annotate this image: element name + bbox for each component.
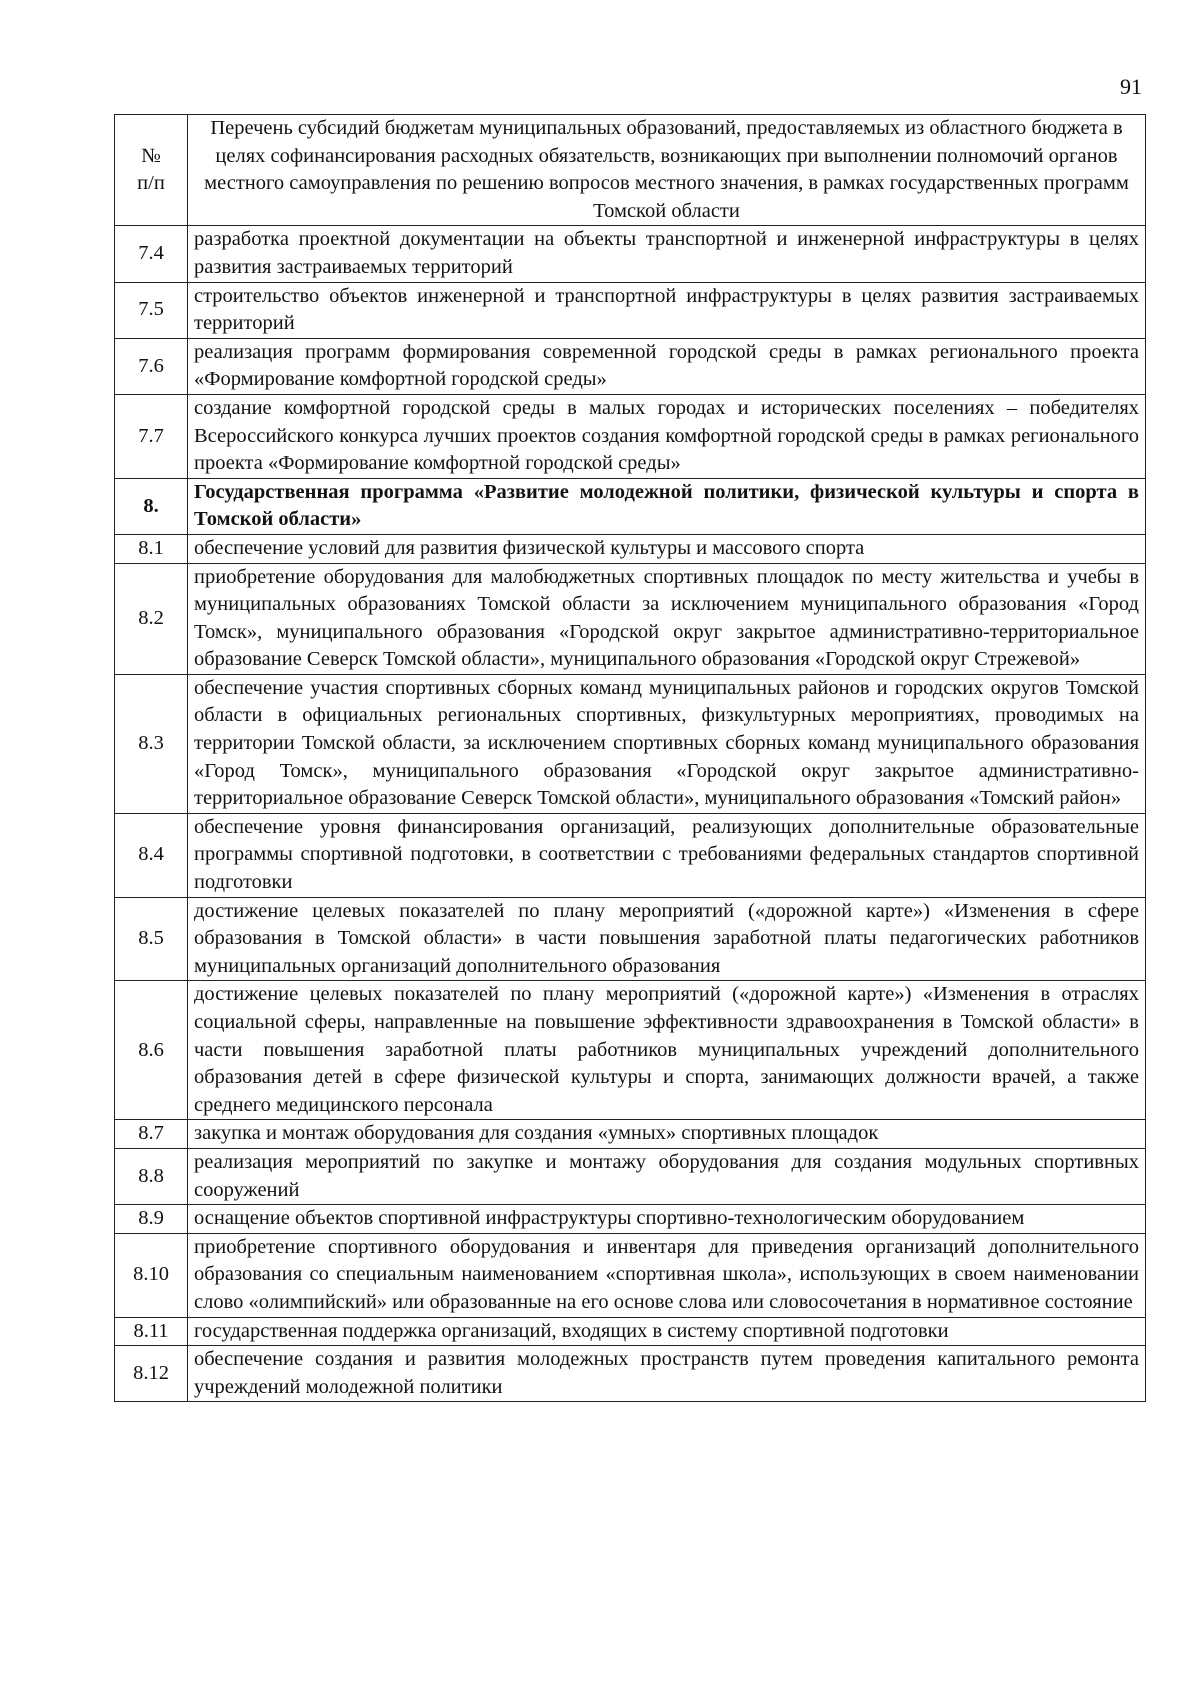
row-number-cell xyxy=(115,563,188,674)
row-number-cell xyxy=(115,1148,188,1204)
row-description: обеспечение уровня финансирования организаций, реализующих дополнительные образовательные программы спортивной подготовки, в соответствии с требованиями федеральных стандартов спортивной подготовки xyxy=(194,815,1139,894)
row-number: 7.6 xyxy=(138,354,164,377)
row-number: 8.12 xyxy=(133,1361,169,1384)
row-description-cell xyxy=(188,282,1146,338)
row-description: создание комфортной городской среды в малых городах и исторических поселениях – победителях Всероссийского конкурса лучших проектов создания комфортной городской среды в рамках регионального проекта «Формирование комфортной городской среды» xyxy=(194,396,1139,475)
row-description-cell xyxy=(188,674,1146,813)
row-description: оснащение объектов спортивной инфраструктуры спортивно-технологическим оборудованием xyxy=(194,1207,1025,1230)
table-row xyxy=(115,1148,1146,1204)
table-row xyxy=(115,1317,1146,1346)
row-description-cell xyxy=(188,563,1146,674)
row-number-cell xyxy=(115,1346,188,1402)
subsidies-table xyxy=(114,114,1146,1402)
row-number-cell xyxy=(115,674,188,813)
header-title-cell xyxy=(188,115,1146,226)
header-num-cell xyxy=(115,115,188,226)
page-number: 91 xyxy=(1120,74,1142,99)
row-description-cell xyxy=(188,1120,1146,1149)
row-description: реализация мероприятий по закупке и монтажу оборудования для создания модульных спортивных сооружений xyxy=(194,1150,1139,1201)
row-number: 8.1 xyxy=(138,536,164,559)
table-row xyxy=(115,338,1146,394)
table-body xyxy=(115,115,1146,1402)
row-number: 8.8 xyxy=(138,1164,164,1187)
row-description-cell xyxy=(188,1317,1146,1346)
row-number: 7.4 xyxy=(138,242,164,265)
row-number-cell xyxy=(115,478,188,534)
table-row xyxy=(115,813,1146,897)
table-row xyxy=(115,282,1146,338)
row-description-cell xyxy=(188,1148,1146,1204)
row-number: 8.7 xyxy=(138,1122,164,1145)
table-row xyxy=(115,1120,1146,1149)
row-number-cell xyxy=(115,981,188,1120)
row-description: обеспечение участия спортивных сборных команд муниципальных районов и городских округов Томской области в официальных региональных спортивных, физкультурных мероприятиях, проводимых на территории Томской области, за исключением спортивных сборных команд муниципального образования «Город Томск», муниципального образования «Городской округ закрытое административно-территориальное образование Северск Томской области», муниципального образования «Томский район» xyxy=(194,676,1139,810)
row-number-cell xyxy=(115,1233,188,1317)
row-number: 7.5 xyxy=(138,298,164,321)
row-description: разработка проектной документации на объекты транспортной и инженерной инфраструктуры в целях развития застраиваемых территорий xyxy=(194,228,1139,278)
row-description-cell xyxy=(188,226,1146,282)
row-number-cell xyxy=(115,1120,188,1149)
row-number: 8.6 xyxy=(138,1038,164,1061)
row-number-cell xyxy=(115,226,188,282)
row-description: строительство объектов инженерной и транспортной инфраструктуры в целях развития застраиваемых территорий xyxy=(194,284,1139,335)
row-number: 8.9 xyxy=(138,1207,164,1230)
row-number-cell xyxy=(115,394,188,478)
row-description-cell xyxy=(188,1233,1146,1317)
row-description-cell xyxy=(188,981,1146,1120)
row-number: 8. xyxy=(143,494,159,517)
row-number-cell xyxy=(115,338,188,394)
row-description: достижение целевых показателей по плану мероприятий («дорожной карте») «Изменения в отраслях социальной сферы, направленные на повышение эффективности здравоохранения в Томской области» в части повышения заработной платы работников муниципальных учреждений дополнительного образования детей в сфере физической культуры и спорта, занимающих должности врачей, а также среднего медицинского персонала xyxy=(194,983,1139,1116)
row-description-cell xyxy=(188,897,1146,981)
row-description-cell xyxy=(188,534,1146,563)
row-number-cell xyxy=(115,534,188,563)
row-number: 8.4 xyxy=(138,843,164,866)
row-description-cell xyxy=(188,1205,1146,1234)
row-number: 8.10 xyxy=(133,1263,169,1286)
row-number-cell xyxy=(115,897,188,981)
header-num-label: № п/п xyxy=(137,144,165,195)
table-row xyxy=(115,394,1146,478)
row-number-cell xyxy=(115,813,188,897)
row-number: 7.7 xyxy=(138,424,164,447)
header-title-label: Перечень субсидий бюджетам муниципальных образований, предоставляемых из областного бюджета в целях софинансирования расходных обязательств, возникающих при выполнении полномочий органов местного самоуправления по решению вопросов местного значения, в рамках государственных программ Томской области xyxy=(204,117,1129,222)
table-row xyxy=(115,981,1146,1120)
row-description: государственная поддержка организаций, входящих в систему спортивной подготовки xyxy=(194,1319,949,1342)
row-description: обеспечение условий для развития физической культуры и массового спорта xyxy=(194,536,865,559)
table-row xyxy=(115,1346,1146,1402)
row-description-cell xyxy=(188,813,1146,897)
row-description-cell xyxy=(188,338,1146,394)
row-description: достижение целевых показателей по плану мероприятий («дорожной карте») «Изменения в сфере образования в Томской области» в части повышения заработной платы педагогических работников муниципальных организаций дополнительного образования xyxy=(194,899,1139,977)
row-description: обеспечение создания и развития молодежных пространств путем проведения капитального ремонта учреждений молодежной политики xyxy=(194,1348,1139,1398)
row-description: закупка и монтаж оборудования для создания «умных» спортивных площадок xyxy=(194,1122,879,1145)
row-number: 8.3 xyxy=(138,732,164,755)
row-description: реализация программ формирования современной городской среды в рамках регионального проекта «Формирование комфортной городской среды» xyxy=(194,340,1139,391)
row-number: 8.2 xyxy=(138,606,164,629)
table-row xyxy=(115,534,1146,563)
row-number-cell xyxy=(115,1205,188,1234)
table-section-row xyxy=(115,478,1146,534)
row-description: приобретение оборудования для малобюджетных спортивных площадок по месту жительства и учебы в муниципальных образованиях Томской области за исключением муниципального образования «Город Томск», муниципального образования «Городской округ закрытое административно-территориальное образование Северск Томской области», муниципального образования «Городской округ Стрежевой» xyxy=(194,565,1139,671)
table-row xyxy=(115,897,1146,981)
row-number: 8.5 xyxy=(138,927,164,950)
table-row xyxy=(115,1233,1146,1317)
row-description: Государственная программа «Развитие молодежной политики, физической культуры и спорта в Томской области» xyxy=(194,480,1139,531)
row-description: приобретение спортивного оборудования и инвентаря для приведения организаций дополнительного образования со специальным наименованием «спортивная школа», использующих в своем наименовании слово «олимпийский» или образованные на его основе слова или словосочетания в нормативное состояние xyxy=(194,1235,1139,1313)
row-number-cell xyxy=(115,282,188,338)
table-row xyxy=(115,674,1146,813)
table-row xyxy=(115,1205,1146,1234)
row-description-cell xyxy=(188,478,1146,534)
table-row xyxy=(115,563,1146,674)
row-description-cell xyxy=(188,1346,1146,1402)
table-row xyxy=(115,226,1146,282)
row-number: 8.11 xyxy=(133,1319,169,1342)
row-number-cell xyxy=(115,1317,188,1346)
row-description-cell xyxy=(188,394,1146,478)
table-header-row xyxy=(115,115,1146,226)
